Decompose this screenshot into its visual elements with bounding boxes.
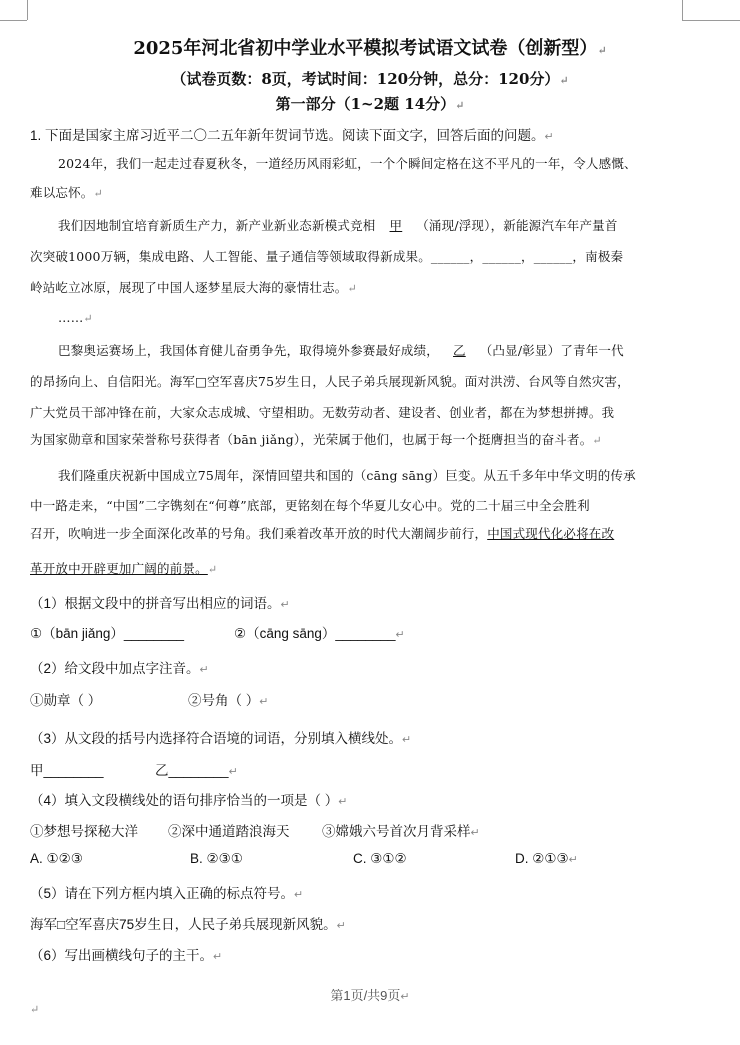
passage-para3-line2: 的昂扬向上、自信阳光。海军□空军喜庆75岁生日，人民子弟兵展现新风貌。面对洪涝、台风等自然灾害，	[30, 374, 630, 389]
subquestion-3-a: 甲________	[30, 763, 104, 778]
subquestion-4: （4）填入文段横线处的语句排序恰当的一项是（ ）↵	[30, 793, 348, 808]
subquestion-4-s1: ①梦想号探秘大洋	[30, 824, 138, 839]
passage-para3-line1: 巴黎奥运赛场上，我国体育健儿奋勇争先，取得境外参赛最好成绩， 乙 （凸显/彰显）了青年一代	[58, 343, 624, 358]
exam-info: （试卷页数：8页，考试时间：120分钟，总分：120分）↵	[171, 70, 569, 88]
passage-para3-line3: 广大党员干部冲锋在前，大家众志成城、守望相助。无数劳动者、建设者、创业者，都在为梦想拼搏。我	[30, 405, 615, 420]
subquestion-1: （1）根据文段中的拼音写出相应的词语。↵	[30, 596, 290, 611]
subquestion-1-a: ①（bān jiǎng）________	[30, 626, 184, 641]
subquestion-4-s2: ②深中通道踏浪海天	[168, 824, 290, 839]
passage-para2-line2: 次突破1000万辆，集成电路、人工智能、量子通信等领域取得新成果。______，______，______，南极秦	[30, 249, 624, 264]
passage-para4-line1: 我们隆重庆祝新中国成立75周年，深情回望共和国的（cāng sāng）巨变。从五千多年中华文明的传承	[58, 468, 636, 483]
passage-ellipsis: ……↵	[58, 310, 93, 325]
option-a[interactable]: A. ①②③	[30, 851, 83, 866]
option-d[interactable]: D. ②①③↵	[515, 851, 578, 866]
blank-yi: 乙	[453, 343, 466, 358]
blank-jia: 甲	[389, 218, 403, 233]
question-stem: 1. 下面是国家主席习近平二〇二五年新年贺词节选。阅读下面文字，回答后面的问题。↵	[30, 128, 554, 143]
subquestion-3: （3）从文段的括号内选择符合语境的词语，分别填入横线处。↵	[30, 731, 412, 746]
crop-mark-top-left-h	[0, 20, 27, 21]
passage-para4-line4: 革开放中开辟更加广阔的前景。↵	[30, 561, 218, 576]
crop-mark-top-right	[682, 0, 683, 20]
underlined-sentence-part2: 革开放中开辟更加广阔的前景。	[30, 561, 208, 576]
passage-para4-line2: 中一路走来，“中国”二字镌刻在“何尊”底部，更铭刻在每个华夏儿女心中。党的二十届三中全会胜利	[30, 498, 590, 513]
passage-para1-line2: 难以忘怀。↵	[30, 185, 103, 200]
option-c[interactable]: C. ③①②	[353, 851, 407, 866]
underlined-sentence-part1: 中国式现代化必将在改	[487, 526, 615, 541]
subquestion-6: （6）写出画横线句子的主干。↵	[30, 948, 223, 963]
subquestion-5-text: 海军□空军喜庆75岁生日，人民子弟兵展现新风貌。↵	[30, 917, 346, 932]
subquestion-3-b: 乙________↵	[155, 763, 238, 778]
passage-para2-line3: 岭站屹立冰原，展现了中国人逐梦星辰大海的豪情壮志。↵	[30, 280, 357, 295]
passage-para2-line1: 我们因地制宜培育新质生产力，新产业新业态新模式竞相 甲 （涌现/浮现），新能源汽车年产量首	[58, 218, 618, 233]
subquestion-2: （2）给文段中加点字注音。↵	[30, 661, 209, 676]
crop-mark-top-right-h	[682, 20, 740, 21]
passage-para3-line4: 为国家勋章和国家荣誉称号获得者（bān jiǎng），光荣属于他们，也属于每一个挺膺担当的奋斗者。↵	[30, 432, 602, 447]
passage-para1-line1: 2024年，我们一起走过春夏秋冬，一道经历风雨彩虹，一个个瞬间定格在这不平凡的一年，令人感慨、	[58, 156, 637, 171]
exam-title: 2025年河北省初中学业水平模拟考试语文试卷（创新型）↵	[133, 38, 607, 59]
part-heading: 第一部分（1~2题 14分）↵	[275, 95, 465, 113]
crop-mark-top-left	[27, 0, 28, 20]
subquestion-2-a: ①勋章（ ）	[30, 693, 102, 708]
subquestion-2-b: ②号角（ ）↵	[188, 693, 269, 708]
subquestion-4-s3: ③嫦娥六号首次月背采样↵	[322, 824, 480, 839]
subquestion-1-b: ②（cāng sāng）________↵	[234, 626, 405, 641]
subquestion-5: （5）请在下列方框内填入正确的标点符号。↵	[30, 886, 304, 901]
passage-para4-line3: 召开，吹响进一步全面深化改革的号角。我们乘着改革开放的时代大潮阔步前行，中国式现代化必将在改	[30, 526, 615, 541]
option-b[interactable]: B. ②③①	[190, 851, 243, 866]
paragraph-mark-icon: ↵	[30, 1003, 40, 1016]
page-footer: 第1页/共9页↵	[330, 988, 410, 1003]
